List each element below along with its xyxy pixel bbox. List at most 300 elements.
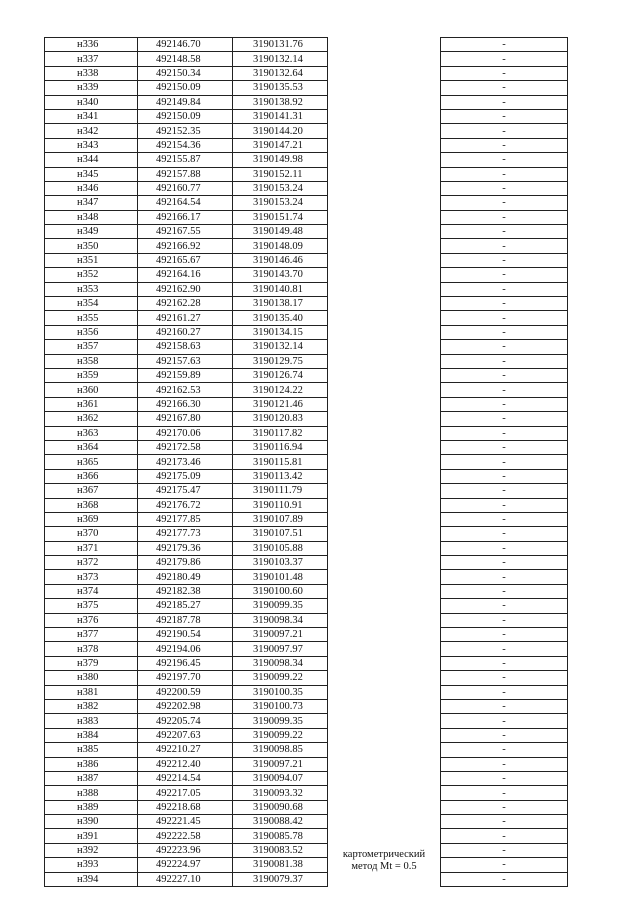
x-coordinate-cell: 492182.38: [138, 584, 233, 598]
y-coordinate-cell: 3190110.91: [233, 498, 328, 512]
y-coordinate-cell: 3190120.83: [233, 412, 328, 426]
point-id-cell: н373: [45, 570, 138, 584]
point-id-cell: н391: [45, 829, 138, 843]
coordinates-table: [44, 37, 568, 887]
table-body: [45, 38, 568, 887]
y-coordinate-cell: 3190152.11: [233, 167, 328, 181]
x-coordinate-cell: 492223.96: [138, 843, 233, 857]
method-note-spacer: [328, 873, 440, 887]
y-coordinate-cell: 3190107.89: [233, 512, 328, 526]
x-coordinate-cell: 492187.78: [138, 613, 233, 627]
table-row: [45, 239, 568, 253]
x-coordinate-cell: 492162.28: [138, 297, 233, 311]
y-coordinate-cell: 3190151.74: [233, 210, 328, 224]
table-row: [45, 699, 568, 713]
point-id-cell: н354: [45, 297, 138, 311]
point-id-cell: н356: [45, 325, 138, 339]
x-coordinate-cell: 492197.70: [138, 671, 233, 685]
point-id-cell: н371: [45, 541, 138, 555]
y-coordinate-cell: 3190134.15: [233, 325, 328, 339]
table-row: [45, 671, 568, 685]
point-id-cell: н382: [45, 699, 138, 713]
x-coordinate-cell: 492221.45: [138, 815, 233, 829]
x-coordinate-cell: 492172.58: [138, 440, 233, 454]
point-id-cell: н342: [45, 124, 138, 138]
note-cell: -: [441, 570, 568, 584]
note-cell: -: [441, 599, 568, 613]
table-row: [45, 181, 568, 195]
table-row: [45, 786, 568, 800]
note-cell: -: [441, 757, 568, 771]
table-row: [45, 455, 568, 469]
y-coordinate-cell: 3190131.76: [233, 38, 328, 52]
x-coordinate-cell: 492185.27: [138, 599, 233, 613]
table-row: [45, 167, 568, 181]
table-row: [45, 268, 568, 282]
note-cell: -: [441, 743, 568, 757]
note-cell: -: [441, 325, 568, 339]
y-coordinate-cell: 3190143.70: [233, 268, 328, 282]
y-coordinate-cell: 3190098.34: [233, 613, 328, 627]
point-id-cell: н393: [45, 858, 138, 872]
table-row: [45, 52, 568, 66]
point-id-cell: н336: [45, 38, 138, 52]
note-cell: -: [441, 38, 568, 52]
y-coordinate-cell: 3190138.17: [233, 297, 328, 311]
point-id-cell: н340: [45, 95, 138, 109]
x-coordinate-cell: 492167.55: [138, 225, 233, 239]
x-coordinate-cell: 492150.09: [138, 109, 233, 123]
table-row: [45, 383, 568, 397]
note-cell: -: [441, 52, 568, 66]
note-cell: -: [441, 225, 568, 239]
point-id-cell: н367: [45, 484, 138, 498]
table-row: [45, 282, 568, 296]
point-id-cell: н390: [45, 815, 138, 829]
table-row: [45, 196, 568, 210]
x-coordinate-cell: 492177.73: [138, 527, 233, 541]
table-row: [45, 685, 568, 699]
method-note-line1: картометрический: [342, 848, 426, 860]
table-row: [45, 599, 568, 613]
note-cell: -: [441, 239, 568, 253]
table-row: [45, 354, 568, 368]
point-id-cell: н389: [45, 800, 138, 814]
y-coordinate-cell: 3190090.68: [233, 800, 328, 814]
point-id-cell: н350: [45, 239, 138, 253]
point-id-cell: н380: [45, 671, 138, 685]
point-id-cell: н349: [45, 225, 138, 239]
table-row: [45, 325, 568, 339]
note-cell: -: [441, 541, 568, 555]
x-coordinate-cell: 492194.06: [138, 642, 233, 656]
y-coordinate-cell: 3190153.24: [233, 181, 328, 195]
x-coordinate-cell: 492196.45: [138, 656, 233, 670]
x-coordinate-cell: 492179.36: [138, 541, 233, 555]
point-id-cell: н346: [45, 181, 138, 195]
x-coordinate-cell: 492170.06: [138, 426, 233, 440]
note-cell: -: [441, 714, 568, 728]
note-cell: -: [441, 354, 568, 368]
point-id-cell: н365: [45, 455, 138, 469]
y-coordinate-cell: 3190144.20: [233, 124, 328, 138]
note-cell: -: [441, 642, 568, 656]
note-cell: -: [441, 786, 568, 800]
point-id-cell: н381: [45, 685, 138, 699]
y-coordinate-cell: 3190115.81: [233, 455, 328, 469]
x-coordinate-cell: 492157.63: [138, 354, 233, 368]
note-cell: -: [441, 397, 568, 411]
point-id-cell: н392: [45, 843, 138, 857]
note-cell: -: [441, 412, 568, 426]
y-coordinate-cell: 3190098.34: [233, 656, 328, 670]
y-coordinate-cell: 3190132.14: [233, 340, 328, 354]
y-coordinate-cell: 3190132.14: [233, 52, 328, 66]
y-coordinate-cell: 3190141.31: [233, 109, 328, 123]
x-coordinate-cell: 492149.84: [138, 95, 233, 109]
note-cell: -: [441, 872, 568, 886]
note-cell: -: [441, 81, 568, 95]
note-cell: -: [441, 138, 568, 152]
table-row: [45, 81, 568, 95]
note-cell: -: [441, 556, 568, 570]
x-coordinate-cell: 492159.89: [138, 368, 233, 382]
note-cell: -: [441, 167, 568, 181]
point-id-cell: н394: [45, 872, 138, 886]
note-cell: -: [441, 829, 568, 843]
note-cell: -: [441, 858, 568, 872]
x-coordinate-cell: 492205.74: [138, 714, 233, 728]
y-coordinate-cell: 3190132.64: [233, 66, 328, 80]
note-cell: -: [441, 196, 568, 210]
table-row: [45, 556, 568, 570]
note-cell: -: [441, 297, 568, 311]
table-row: [45, 38, 568, 52]
table-row: [45, 484, 568, 498]
table-row: [45, 210, 568, 224]
y-coordinate-cell: 3190094.07: [233, 771, 328, 785]
table-row: [45, 570, 568, 584]
y-coordinate-cell: 3190103.37: [233, 556, 328, 570]
point-id-cell: н337: [45, 52, 138, 66]
note-cell: -: [441, 728, 568, 742]
table-row: [45, 253, 568, 267]
x-coordinate-cell: 492210.27: [138, 743, 233, 757]
x-coordinate-cell: 492162.90: [138, 282, 233, 296]
table-row: [45, 340, 568, 354]
y-coordinate-cell: 3190100.73: [233, 699, 328, 713]
note-cell: -: [441, 455, 568, 469]
table-row: [45, 138, 568, 152]
note-cell: -: [441, 210, 568, 224]
y-coordinate-cell: 3190083.52: [233, 843, 328, 857]
y-coordinate-cell: 3190079.37: [233, 872, 328, 886]
point-id-cell: н361: [45, 397, 138, 411]
point-id-cell: н376: [45, 613, 138, 627]
y-coordinate-cell: 3190100.60: [233, 584, 328, 598]
note-cell: -: [441, 815, 568, 829]
x-coordinate-cell: 492176.72: [138, 498, 233, 512]
point-id-cell: н377: [45, 628, 138, 642]
point-id-cell: н370: [45, 527, 138, 541]
x-coordinate-cell: 492175.09: [138, 469, 233, 483]
y-coordinate-cell: 3190099.35: [233, 599, 328, 613]
point-id-cell: н368: [45, 498, 138, 512]
y-coordinate-cell: 3190147.21: [233, 138, 328, 152]
y-coordinate-cell: 3190126.74: [233, 368, 328, 382]
x-coordinate-cell: 492146.70: [138, 38, 233, 52]
x-coordinate-cell: 492224.97: [138, 858, 233, 872]
table-row: [45, 124, 568, 138]
point-id-cell: н379: [45, 656, 138, 670]
point-id-cell: н359: [45, 368, 138, 382]
note-cell: -: [441, 253, 568, 267]
x-coordinate-cell: 492164.54: [138, 196, 233, 210]
note-cell: -: [441, 699, 568, 713]
table-row: [45, 440, 568, 454]
y-coordinate-cell: 3190116.94: [233, 440, 328, 454]
note-cell: -: [441, 426, 568, 440]
y-coordinate-cell: 3190111.79: [233, 484, 328, 498]
table-row: [45, 412, 568, 426]
y-coordinate-cell: 3190153.24: [233, 196, 328, 210]
x-coordinate-cell: 492175.47: [138, 484, 233, 498]
y-coordinate-cell: 3190107.51: [233, 527, 328, 541]
table-row: [45, 829, 568, 843]
x-coordinate-cell: 492154.36: [138, 138, 233, 152]
note-cell: -: [441, 181, 568, 195]
point-id-cell: н360: [45, 383, 138, 397]
note-cell: -: [441, 484, 568, 498]
y-coordinate-cell: 3190138.92: [233, 95, 328, 109]
y-coordinate-cell: 3190105.88: [233, 541, 328, 555]
note-cell: -: [441, 671, 568, 685]
x-coordinate-cell: 492165.67: [138, 253, 233, 267]
y-coordinate-cell: 3190149.48: [233, 225, 328, 239]
y-coordinate-cell: 3190135.40: [233, 311, 328, 325]
table-row: [45, 858, 568, 872]
table-row: [45, 109, 568, 123]
y-coordinate-cell: 3190097.21: [233, 628, 328, 642]
note-cell: -: [441, 628, 568, 642]
table-row: [45, 153, 568, 167]
table-row: [45, 426, 568, 440]
point-id-cell: н362: [45, 412, 138, 426]
x-coordinate-cell: 492150.09: [138, 81, 233, 95]
x-coordinate-cell: 492155.87: [138, 153, 233, 167]
x-coordinate-cell: 492212.40: [138, 757, 233, 771]
y-coordinate-cell: 3190093.32: [233, 786, 328, 800]
x-coordinate-cell: 492160.77: [138, 181, 233, 195]
y-coordinate-cell: 3190098.85: [233, 743, 328, 757]
point-id-cell: н357: [45, 340, 138, 354]
table-row: [45, 642, 568, 656]
x-coordinate-cell: 492217.05: [138, 786, 233, 800]
point-id-cell: н385: [45, 743, 138, 757]
table-row: [45, 815, 568, 829]
point-id-cell: н355: [45, 311, 138, 325]
note-cell: -: [441, 383, 568, 397]
y-coordinate-cell: 3190148.09: [233, 239, 328, 253]
y-coordinate-cell: 3190100.35: [233, 685, 328, 699]
note-cell: -: [441, 800, 568, 814]
table-row: [45, 757, 568, 771]
x-coordinate-cell: 492158.63: [138, 340, 233, 354]
note-cell: -: [441, 311, 568, 325]
table-row: [45, 66, 568, 80]
y-coordinate-cell: 3190088.42: [233, 815, 328, 829]
x-coordinate-cell: 492166.30: [138, 397, 233, 411]
point-id-cell: н352: [45, 268, 138, 282]
x-coordinate-cell: 492166.17: [138, 210, 233, 224]
note-cell: -: [441, 66, 568, 80]
point-id-cell: н383: [45, 714, 138, 728]
y-coordinate-cell: 3190117.82: [233, 426, 328, 440]
note-cell: -: [441, 771, 568, 785]
table-row: [45, 771, 568, 785]
point-id-cell: н364: [45, 440, 138, 454]
table-row: [45, 225, 568, 239]
y-coordinate-cell: 3190099.22: [233, 671, 328, 685]
y-coordinate-cell: 3190129.75: [233, 354, 328, 368]
x-coordinate-cell: 492152.35: [138, 124, 233, 138]
point-id-cell: н348: [45, 210, 138, 224]
x-coordinate-cell: 492200.59: [138, 685, 233, 699]
y-coordinate-cell: 3190121.46: [233, 397, 328, 411]
table-row: [45, 512, 568, 526]
point-id-cell: н366: [45, 469, 138, 483]
note-cell: -: [441, 685, 568, 699]
y-coordinate-cell: 3190135.53: [233, 81, 328, 95]
method-note-line2: метод Mt = 0.5: [351, 860, 417, 872]
x-coordinate-cell: 492162.53: [138, 383, 233, 397]
table-row: [45, 628, 568, 642]
y-coordinate-cell: 3190097.21: [233, 757, 328, 771]
method-note-cell: [328, 38, 441, 887]
table-row: [45, 541, 568, 555]
x-coordinate-cell: 492148.58: [138, 52, 233, 66]
point-id-cell: н372: [45, 556, 138, 570]
point-id-cell: н341: [45, 109, 138, 123]
x-coordinate-cell: 492160.27: [138, 325, 233, 339]
point-id-cell: н347: [45, 196, 138, 210]
note-cell: -: [441, 124, 568, 138]
table-row: [45, 743, 568, 757]
point-id-cell: н339: [45, 81, 138, 95]
y-coordinate-cell: 3190124.22: [233, 383, 328, 397]
y-coordinate-cell: 3190146.46: [233, 253, 328, 267]
x-coordinate-cell: 492161.27: [138, 311, 233, 325]
y-coordinate-cell: 3190081.38: [233, 858, 328, 872]
point-id-cell: н374: [45, 584, 138, 598]
table-row: [45, 311, 568, 325]
y-coordinate-cell: 3190085.78: [233, 829, 328, 843]
point-id-cell: н358: [45, 354, 138, 368]
point-id-cell: н363: [45, 426, 138, 440]
note-cell: -: [441, 584, 568, 598]
note-cell: -: [441, 282, 568, 296]
table-row: [45, 656, 568, 670]
table-row: [45, 527, 568, 541]
x-coordinate-cell: 492150.34: [138, 66, 233, 80]
x-coordinate-cell: 492164.16: [138, 268, 233, 282]
y-coordinate-cell: 3190101.48: [233, 570, 328, 584]
table-row: [45, 800, 568, 814]
x-coordinate-cell: 492202.98: [138, 699, 233, 713]
table-row: [45, 872, 568, 886]
table-row: [45, 95, 568, 109]
note-cell: -: [441, 498, 568, 512]
point-id-cell: н387: [45, 771, 138, 785]
x-coordinate-cell: 492173.46: [138, 455, 233, 469]
table-row: [45, 613, 568, 627]
note-cell: -: [441, 469, 568, 483]
x-coordinate-cell: 492227.10: [138, 872, 233, 886]
note-cell: -: [441, 843, 568, 857]
point-id-cell: н386: [45, 757, 138, 771]
table-row: [45, 397, 568, 411]
point-id-cell: н343: [45, 138, 138, 152]
y-coordinate-cell: 3190113.42: [233, 469, 328, 483]
point-id-cell: н353: [45, 282, 138, 296]
table-row: [45, 728, 568, 742]
note-cell: -: [441, 656, 568, 670]
y-coordinate-cell: 3190140.81: [233, 282, 328, 296]
table-row: [45, 368, 568, 382]
note-cell: -: [441, 268, 568, 282]
x-coordinate-cell: 492179.86: [138, 556, 233, 570]
note-cell: -: [441, 95, 568, 109]
point-id-cell: н384: [45, 728, 138, 742]
note-cell: -: [441, 340, 568, 354]
table-row: [45, 584, 568, 598]
y-coordinate-cell: 3190099.35: [233, 714, 328, 728]
table-row: [45, 469, 568, 483]
table-row: [45, 297, 568, 311]
y-coordinate-cell: 3190097.97: [233, 642, 328, 656]
y-coordinate-cell: 3190149.98: [233, 153, 328, 167]
x-coordinate-cell: 492166.92: [138, 239, 233, 253]
note-cell: -: [441, 613, 568, 627]
point-id-cell: н369: [45, 512, 138, 526]
point-id-cell: н345: [45, 167, 138, 181]
point-id-cell: н378: [45, 642, 138, 656]
point-id-cell: н351: [45, 253, 138, 267]
y-coordinate-cell: 3190099.22: [233, 728, 328, 742]
point-id-cell: н388: [45, 786, 138, 800]
table-row: [45, 498, 568, 512]
note-cell: -: [441, 368, 568, 382]
x-coordinate-cell: 492167.80: [138, 412, 233, 426]
point-id-cell: н344: [45, 153, 138, 167]
note-cell: -: [441, 109, 568, 123]
x-coordinate-cell: 492177.85: [138, 512, 233, 526]
table-row: [45, 843, 568, 857]
x-coordinate-cell: 492207.63: [138, 728, 233, 742]
point-id-cell: н375: [45, 599, 138, 613]
note-cell: -: [441, 153, 568, 167]
x-coordinate-cell: 492222.58: [138, 829, 233, 843]
x-coordinate-cell: 492214.54: [138, 771, 233, 785]
x-coordinate-cell: 492180.49: [138, 570, 233, 584]
note-cell: -: [441, 512, 568, 526]
note-cell: -: [441, 440, 568, 454]
note-cell: -: [441, 527, 568, 541]
table-row: [45, 714, 568, 728]
x-coordinate-cell: 492190.54: [138, 628, 233, 642]
x-coordinate-cell: 492157.88: [138, 167, 233, 181]
x-coordinate-cell: 492218.68: [138, 800, 233, 814]
